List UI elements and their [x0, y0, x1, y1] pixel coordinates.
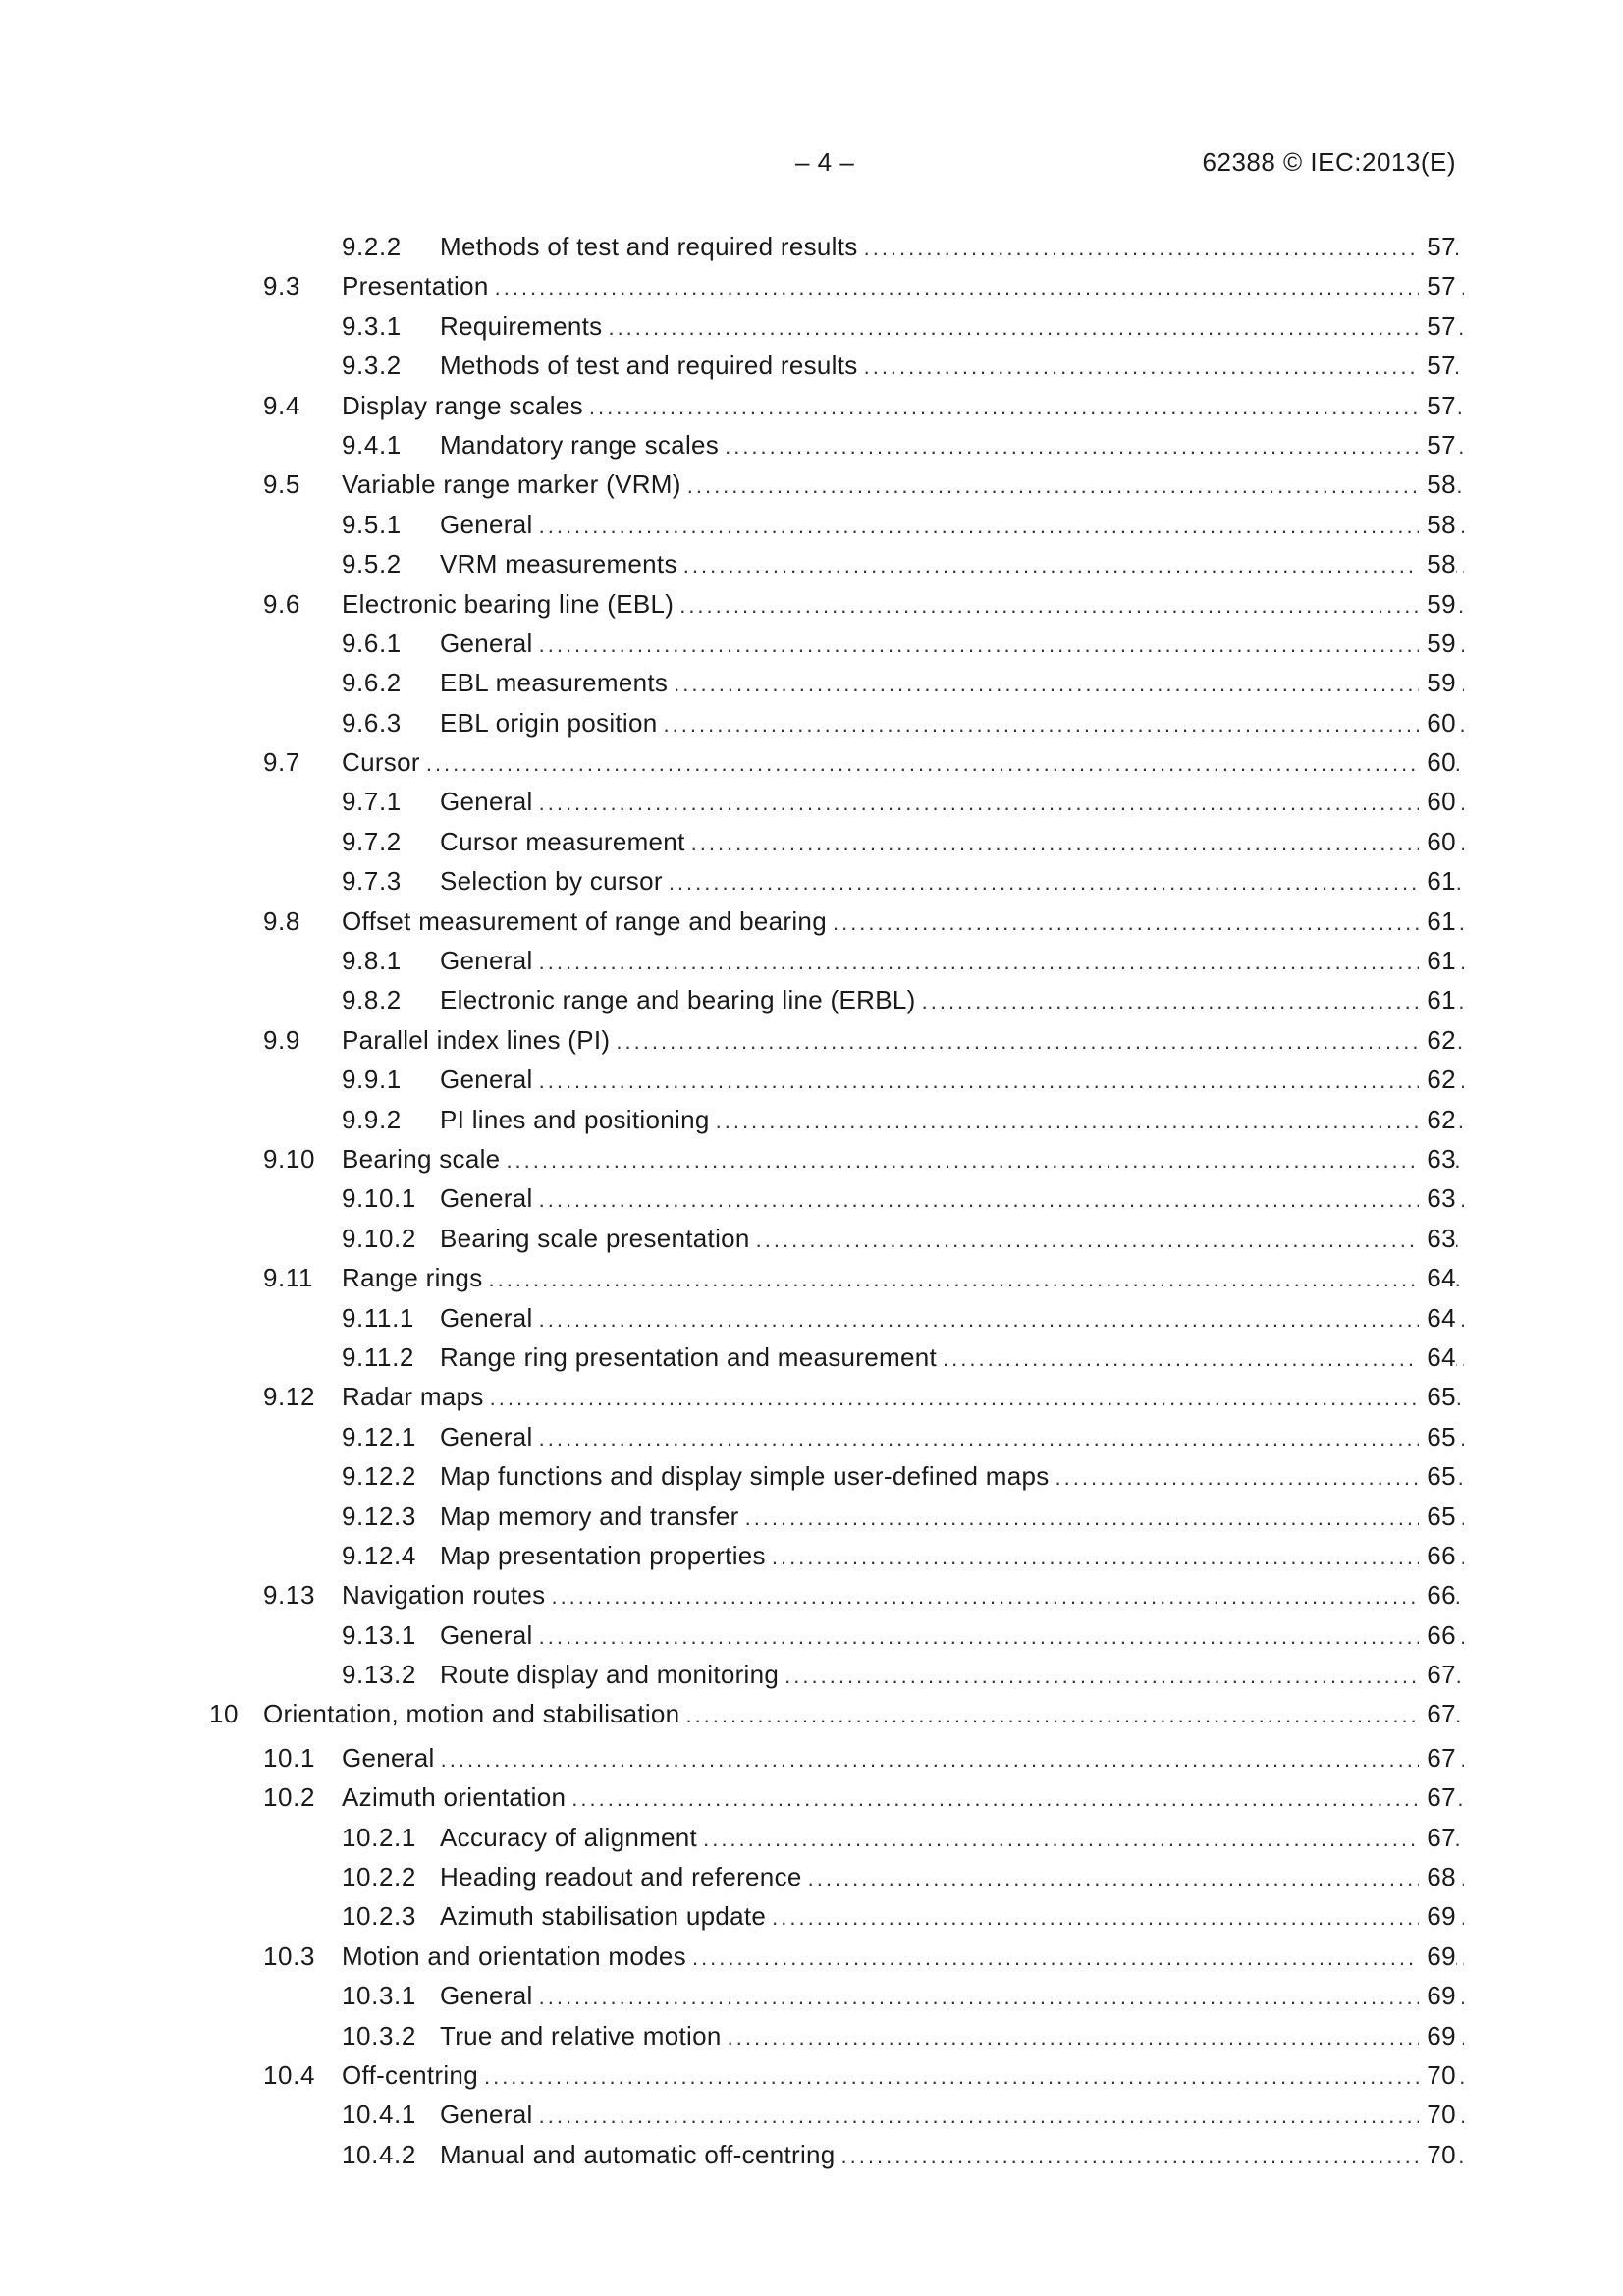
toc-dot-leader	[539, 1180, 1464, 1218]
toc-title: General	[440, 782, 539, 821]
toc-dot-leader	[551, 1577, 1464, 1614]
toc-title-line	[342, 1139, 1464, 1178]
toc-title-line	[440, 1497, 1464, 1536]
toc-title: General	[440, 1976, 539, 2015]
toc-page-number: 59	[1419, 663, 1456, 702]
toc-dot-leader	[685, 1696, 1464, 1733]
toc-title-line	[342, 902, 1464, 941]
toc-title: Methods of test and required results	[440, 346, 864, 385]
toc-title: Cursor	[342, 742, 426, 782]
toc-title: General	[440, 1060, 539, 1099]
toc-entry[interactable]	[0, 465, 1623, 504]
toc-page-number: 70	[1419, 2135, 1456, 2174]
toc-title: Map functions and display simple user-defined maps	[440, 1456, 1055, 1496]
toc-title: Heading readout and reference	[440, 1857, 808, 1896]
toc-page-number: 61	[1419, 941, 1456, 980]
toc-title-line	[440, 544, 1464, 583]
toc-dot-leader	[664, 705, 1464, 742]
toc-dot-leader	[772, 1898, 1464, 1936]
toc-page-number: 70	[1419, 2095, 1456, 2134]
toc-dot-leader	[539, 1419, 1464, 1456]
toc-section-number: 9.6.1	[342, 628, 402, 658]
toc-title-line	[440, 346, 1464, 385]
toc-page-number: 61	[1419, 902, 1456, 941]
toc-dot-leader	[539, 1617, 1464, 1655]
toc-entry[interactable]	[0, 1377, 1623, 1416]
toc-section-number: 9.9	[263, 1024, 300, 1055]
toc-page-number: 57	[1419, 425, 1456, 465]
toc-page-number: 66	[1419, 1575, 1456, 1614]
toc-entry[interactable]	[0, 663, 1623, 702]
toc-page-number: 58	[1419, 505, 1456, 544]
document-reference: 62388 © IEC:2013(E)	[1202, 147, 1456, 177]
toc-title: Display range scales	[342, 386, 589, 425]
toc-section-number: 10.2.1	[342, 1822, 416, 1852]
toc-title: PI lines and positioning	[440, 1100, 716, 1139]
toc-dot-leader	[922, 982, 1464, 1019]
toc-dot-leader	[808, 1859, 1464, 1896]
toc-title: Cursor measurement	[440, 822, 691, 861]
toc-dot-leader	[683, 546, 1464, 583]
toc-section-number: 10.2	[263, 1782, 316, 1813]
toc-title-line	[440, 1857, 1464, 1896]
toc-title-line	[342, 1738, 1464, 1777]
toc-section-number: 9.12.2	[342, 1461, 416, 1492]
toc-entry[interactable]	[0, 1219, 1623, 1258]
toc-page-number: 70	[1419, 2055, 1456, 2095]
toc-page-number: 65	[1419, 1377, 1456, 1416]
toc-title-line	[342, 1258, 1464, 1297]
toc-title: Radar maps	[342, 1377, 490, 1416]
toc-entry[interactable]	[0, 782, 1623, 821]
toc-section-number: 10.2.3	[342, 1901, 416, 1932]
toc-entry[interactable]	[0, 822, 1623, 861]
toc-entry[interactable]	[0, 346, 1623, 385]
toc-entry[interactable]	[0, 1139, 1623, 1178]
toc-title-line	[440, 306, 1464, 346]
toc-page-number: 57	[1419, 306, 1456, 346]
toc-dot-leader	[728, 2018, 1464, 2055]
toc-title-line	[440, 227, 1464, 266]
toc-page-number: 69	[1419, 1937, 1456, 1976]
toc-dot-leader	[539, 2097, 1464, 2134]
toc-entry[interactable]	[0, 1497, 1623, 1536]
toc-dot-leader	[539, 1978, 1464, 2015]
toc-title-line	[440, 861, 1464, 901]
toc-dot-leader	[441, 1740, 1464, 1777]
toc-title: General	[440, 505, 539, 544]
toc-page-number: 67	[1419, 1818, 1456, 1857]
toc-dot-leader	[864, 229, 1464, 266]
toc-page-number: 69	[1419, 2016, 1456, 2055]
toc-dot-leader	[674, 665, 1464, 702]
toc-title: Mandatory range scales	[440, 425, 725, 465]
toc-title-line	[342, 2055, 1464, 2095]
toc-dot-leader	[687, 466, 1464, 504]
toc-page-number: 62	[1419, 1020, 1456, 1060]
toc-section-number: 9.8.2	[342, 985, 402, 1015]
toc-section-number: 9.7.1	[342, 787, 402, 817]
toc-dot-leader	[1055, 1458, 1464, 1496]
toc-section-number: 9.12.3	[342, 1501, 416, 1531]
toc-section-number: 9.11.1	[342, 1302, 414, 1333]
toc-entry[interactable]	[0, 1937, 1623, 1976]
toc-entry[interactable]	[0, 861, 1623, 901]
toc-page-number: 59	[1419, 584, 1456, 624]
toc-title: Azimuth orientation	[342, 1777, 571, 1817]
toc-title-line	[440, 1219, 1464, 1258]
toc-dot-leader	[692, 1939, 1464, 1976]
toc-section-number: 9.10.2	[342, 1223, 416, 1253]
toc-entry[interactable]	[0, 1417, 1623, 1456]
toc-title: Accuracy of alignment	[440, 1818, 703, 1857]
toc-section-number: 9.7	[263, 747, 300, 778]
toc-page-number: 57	[1419, 266, 1456, 305]
toc-entry[interactable]	[0, 1178, 1623, 1218]
toc-section-number: 9.13	[263, 1580, 316, 1611]
toc-entry[interactable]	[0, 306, 1623, 346]
toc-title: General	[440, 1417, 539, 1456]
toc-title: Route display and monitoring	[440, 1655, 784, 1694]
toc-dot-leader	[539, 943, 1464, 980]
toc-title-line	[342, 1575, 1464, 1614]
toc-entry[interactable]	[0, 505, 1623, 544]
toc-page-number: 65	[1419, 1497, 1456, 1536]
toc-dot-leader	[716, 1102, 1464, 1139]
toc-section-number: 9.7.3	[342, 866, 402, 897]
toc-title-line	[440, 1417, 1464, 1456]
toc-section-number: 9.11.2	[342, 1341, 414, 1372]
toc-title: True and relative motion	[440, 2016, 728, 2055]
toc-entry[interactable]	[0, 1615, 1623, 1655]
toc-dot-leader	[495, 268, 1464, 305]
toc-entry[interactable]	[0, 1536, 1623, 1575]
toc-title-line	[342, 1937, 1464, 1976]
toc-title: Motion and orientation modes	[342, 1937, 692, 1976]
toc-title: General	[440, 1178, 539, 1218]
toc-entry[interactable]	[0, 227, 1623, 266]
toc-section-number: 9.12.1	[342, 1421, 416, 1451]
toc-page-number: 59	[1419, 624, 1456, 663]
toc-page-number: 64	[1419, 1338, 1456, 1377]
toc-entry[interactable]	[0, 2095, 1623, 2134]
toc-section-number: 9.2.2	[342, 232, 402, 261]
toc-dot-leader	[571, 1779, 1464, 1817]
toc-page-number: 66	[1419, 1615, 1456, 1655]
toc-entry[interactable]	[0, 425, 1623, 465]
toc-dot-leader	[489, 1260, 1465, 1297]
toc-title: General	[440, 624, 539, 663]
toc-title-line	[342, 1777, 1464, 1817]
toc-title-line	[440, 1060, 1464, 1099]
toc-dot-leader	[833, 903, 1464, 941]
toc-title: General	[440, 2095, 539, 2134]
toc-section-number: 9.6.2	[342, 668, 402, 698]
toc-title: Methods of test and required results	[440, 227, 864, 266]
toc-title: General	[440, 1615, 539, 1655]
toc-entry[interactable]	[0, 1020, 1623, 1060]
toc-title: General	[342, 1738, 441, 1777]
toc-entry[interactable]	[0, 386, 1623, 425]
toc-page-number: 67	[1419, 1694, 1456, 1733]
toc-section-number: 9.5.1	[342, 509, 402, 539]
toc-dot-leader	[756, 1221, 1464, 1258]
toc-page-number: 62	[1419, 1060, 1456, 1099]
toc-title-line	[440, 505, 1464, 544]
page-header	[0, 147, 1623, 187]
toc-dot-leader	[539, 1300, 1464, 1338]
toc-entry[interactable]	[0, 1976, 1623, 2015]
toc-title-line	[440, 2016, 1464, 2055]
toc-title-line	[440, 782, 1464, 821]
toc-section-number: 9.8.1	[342, 946, 402, 976]
toc-section-number: 9.3.1	[342, 310, 402, 341]
toc-entry[interactable]	[0, 1655, 1623, 1694]
toc-title: General	[440, 1298, 539, 1338]
toc-page-number: 69	[1419, 1976, 1456, 2015]
toc-dot-leader	[669, 863, 1464, 901]
toc-entry[interactable]	[0, 941, 1623, 980]
toc-title-line	[342, 266, 1464, 305]
toc-title: Range ring presentation and measurement	[440, 1338, 943, 1377]
toc-title: Offset measurement of range and bearing	[342, 902, 833, 941]
toc-dot-leader	[616, 1022, 1464, 1060]
toc-section-number: 10.2.2	[342, 1862, 416, 1892]
toc-title-line	[440, 2095, 1464, 2134]
toc-page-number: 65	[1419, 1417, 1456, 1456]
toc-entry[interactable]	[0, 980, 1623, 1019]
toc-section-number: 9.13.1	[342, 1619, 416, 1650]
toc-section-number: 10.4	[263, 2059, 316, 2090]
toc-title: Orientation, motion and stabilisation	[263, 1694, 685, 1733]
toc-title-line	[440, 1100, 1464, 1139]
toc-title: Presentation	[342, 266, 495, 305]
toc-section-number: 9.11	[263, 1263, 314, 1293]
toc-title: Parallel index lines (PI)	[342, 1020, 616, 1060]
toc-section-number: 9.3	[263, 271, 300, 301]
toc-dot-leader	[490, 1379, 1464, 1416]
toc-page-number: 69	[1419, 1896, 1456, 1936]
toc-dot-leader	[784, 1657, 1464, 1694]
toc-dot-leader	[943, 1339, 1464, 1377]
toc-entry[interactable]	[0, 266, 1623, 305]
toc-dot-leader	[539, 1062, 1464, 1099]
toc-title-line	[342, 386, 1464, 425]
toc-title-line	[440, 1896, 1464, 1936]
toc-entry[interactable]	[0, 1338, 1623, 1377]
toc-entry[interactable]	[0, 1100, 1623, 1139]
toc-page-number: 57	[1419, 227, 1456, 266]
toc-page-number: 58	[1419, 465, 1456, 504]
toc-page-number: 60	[1419, 742, 1456, 782]
toc-title-line	[440, 1338, 1464, 1377]
toc-section-number: 10.3.1	[342, 1981, 416, 2011]
toc-title-line	[440, 2135, 1464, 2174]
toc-page-number: 62	[1419, 1100, 1456, 1139]
toc-dot-leader	[703, 1820, 1464, 1857]
toc-dot-leader	[506, 1141, 1464, 1178]
toc-title: Navigation routes	[342, 1575, 551, 1614]
toc-section-number: 10.3	[263, 1941, 316, 1971]
toc-entry[interactable]	[0, 624, 1623, 663]
toc-page-number: 67	[1419, 1777, 1456, 1817]
toc-dot-leader	[589, 388, 1464, 425]
toc-page-number: 64	[1419, 1298, 1456, 1338]
toc-entry[interactable]	[0, 584, 1623, 624]
toc-section-number: 9.6	[263, 588, 300, 619]
toc-dot-leader	[841, 2137, 1464, 2174]
toc-entry[interactable]	[0, 1857, 1623, 1896]
toc-entry[interactable]	[0, 1298, 1623, 1338]
toc-section-number: 9.13.2	[342, 1660, 416, 1690]
toc-title: Manual and automatic off-centring	[440, 2135, 841, 2174]
toc-section-number: 9.12	[263, 1382, 316, 1412]
toc-entry[interactable]	[0, 703, 1623, 742]
toc-section-number: 10.3.2	[342, 2020, 416, 2050]
toc-section-number: 9.12.4	[342, 1540, 416, 1570]
toc-title-line	[440, 1655, 1464, 1694]
toc-entry[interactable]	[0, 544, 1623, 583]
toc-title-line	[342, 465, 1464, 504]
toc-dot-leader	[864, 348, 1464, 385]
toc-dot-leader	[679, 586, 1464, 624]
toc-page-number: 60	[1419, 703, 1456, 742]
toc-title: Electronic bearing line (EBL)	[342, 584, 679, 624]
toc-dot-leader	[426, 744, 1464, 782]
toc-title-line	[342, 1020, 1464, 1060]
table-of-contents	[0, 227, 1623, 2174]
toc-title: VRM measurements	[440, 544, 683, 583]
toc-dot-leader	[745, 1499, 1464, 1536]
toc-page-number: 60	[1419, 822, 1456, 861]
toc-title: Selection by cursor	[440, 861, 669, 901]
toc-title-line	[440, 822, 1464, 861]
toc-entry[interactable]	[0, 2135, 1623, 2174]
toc-section-number: 10.1	[263, 1742, 316, 1773]
toc-page-number: 66	[1419, 1536, 1456, 1575]
toc-entry[interactable]	[0, 1738, 1623, 1777]
toc-dot-leader	[725, 427, 1464, 465]
toc-entry[interactable]	[0, 1456, 1623, 1496]
toc-title-line	[440, 1456, 1464, 1496]
toc-page-number: 68	[1419, 1857, 1456, 1896]
toc-section-number: 9.10.1	[342, 1183, 416, 1214]
toc-section-number: 9.4	[263, 390, 300, 420]
toc-section-number: 9.10	[263, 1143, 316, 1174]
toc-page-number: 58	[1419, 544, 1456, 583]
toc-dot-leader	[691, 824, 1464, 861]
toc-title-line	[342, 584, 1464, 624]
toc-title-line	[440, 1536, 1464, 1575]
toc-section-number: 9.8	[263, 905, 300, 936]
toc-entry[interactable]	[0, 1060, 1623, 1099]
toc-title: Off-centring	[342, 2055, 484, 2095]
toc-title: Map presentation properties	[440, 1536, 772, 1575]
toc-title: Electronic range and bearing line (ERBL)	[440, 980, 922, 1019]
toc-dot-leader	[539, 507, 1464, 544]
toc-dot-leader	[608, 308, 1464, 346]
toc-page-number: 63	[1419, 1139, 1456, 1178]
toc-section-number: 9.5.2	[342, 549, 402, 579]
toc-title: Bearing scale	[342, 1139, 506, 1178]
toc-title: Variable range marker (VRM)	[342, 465, 687, 504]
toc-title: Bearing scale presentation	[440, 1219, 756, 1258]
toc-section-number: 10.4.1	[342, 2100, 416, 2130]
toc-page-number: 57	[1419, 386, 1456, 425]
toc-dot-leader	[539, 626, 1464, 663]
toc-page-number: 57	[1419, 346, 1456, 385]
toc-title-line	[342, 1377, 1464, 1416]
toc-title: General	[440, 941, 539, 980]
toc-section-number: 10	[209, 1699, 240, 1729]
toc-title-line	[440, 624, 1464, 663]
toc-title: Azimuth stabilisation update	[440, 1896, 772, 1936]
toc-page-number: 65	[1419, 1456, 1456, 1496]
toc-section-number: 9.9.1	[342, 1065, 402, 1095]
toc-page-number: 67	[1419, 1738, 1456, 1777]
toc-title-line	[440, 663, 1464, 702]
toc-entry[interactable]	[0, 2016, 1623, 2055]
toc-entry[interactable]	[0, 1694, 1623, 1733]
toc-page-number: 64	[1419, 1258, 1456, 1297]
toc-section-number: 9.4.1	[342, 429, 402, 460]
toc-section-number: 9.3.2	[342, 351, 402, 381]
toc-dot-leader	[484, 2057, 1464, 2095]
toc-page-number: 60	[1419, 782, 1456, 821]
toc-title: Requirements	[440, 306, 608, 346]
toc-title-line	[342, 742, 1464, 782]
toc-page-number: 67	[1419, 1655, 1456, 1694]
toc-title-line	[440, 425, 1464, 465]
toc-page-number: 63	[1419, 1219, 1456, 1258]
toc-section-number: 9.9.2	[342, 1104, 402, 1134]
toc-section-number: 9.5	[263, 469, 300, 500]
toc-title-line	[440, 1818, 1464, 1857]
toc-page-number: 61	[1419, 980, 1456, 1019]
toc-title-line	[440, 941, 1464, 980]
toc-entry[interactable]	[0, 1777, 1623, 1817]
toc-title-line	[263, 1694, 1464, 1733]
toc-entry[interactable]	[0, 742, 1623, 782]
toc-entry[interactable]	[0, 1258, 1623, 1297]
toc-page-number: 61	[1419, 861, 1456, 901]
toc-section-number: 10.4.2	[342, 2139, 416, 2169]
toc-page-number: 63	[1419, 1178, 1456, 1218]
toc-entry[interactable]	[0, 902, 1623, 941]
toc-entry[interactable]	[0, 2055, 1623, 2095]
toc-entry[interactable]	[0, 1818, 1623, 1857]
toc-title-line	[440, 1615, 1464, 1655]
toc-title-line	[440, 1298, 1464, 1338]
toc-title-line	[440, 980, 1464, 1019]
toc-section-number: 9.7.2	[342, 826, 402, 856]
toc-title: Map memory and transfer	[440, 1497, 745, 1536]
toc-section-number: 9.6.3	[342, 707, 402, 738]
toc-entry[interactable]	[0, 1896, 1623, 1936]
toc-entry[interactable]	[0, 1575, 1623, 1614]
toc-dot-leader	[772, 1538, 1464, 1575]
toc-title: EBL measurements	[440, 663, 674, 702]
toc-title-line	[440, 1178, 1464, 1218]
toc-dot-leader	[539, 784, 1464, 821]
toc-title-line	[440, 1976, 1464, 2015]
toc-title: Range rings	[342, 1258, 489, 1297]
toc-title: EBL origin position	[440, 703, 664, 742]
page-number: – 4 –	[795, 147, 855, 177]
toc-title-line	[440, 703, 1464, 742]
